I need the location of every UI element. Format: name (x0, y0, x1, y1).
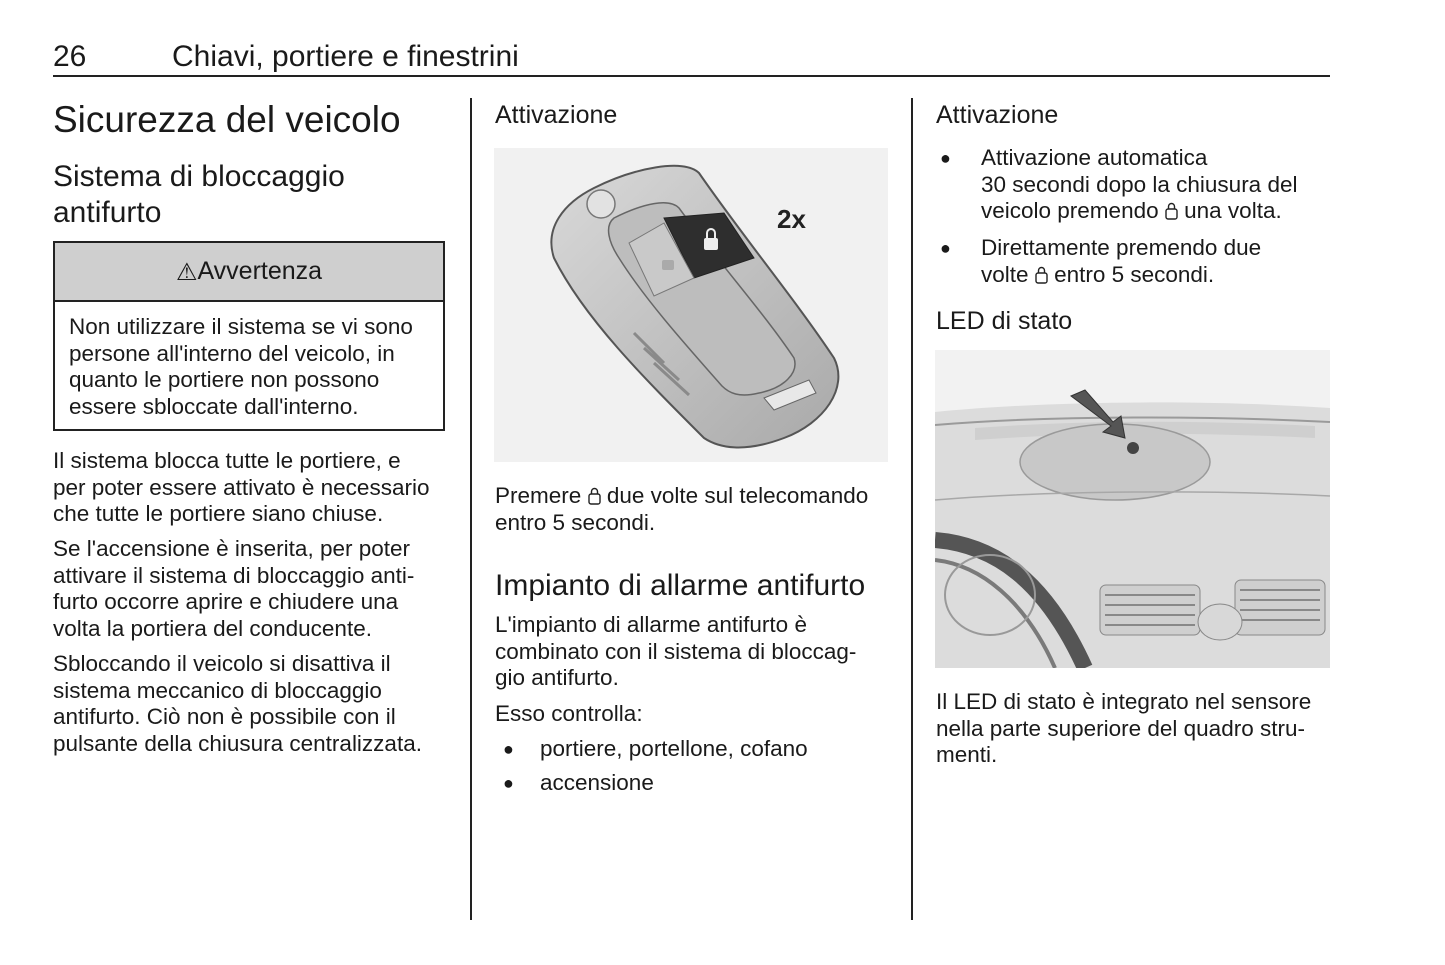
text-part: una volta. (1184, 198, 1282, 224)
lock-icon (1035, 266, 1048, 284)
text-line: combinato con il sistema di bloccag‐ (495, 638, 857, 664)
caption-text: Premere (495, 483, 582, 508)
text-line: per poter essere attivato è necessario (53, 474, 430, 500)
warning-line: Non utilizzare il sistema se vi sono (69, 314, 413, 339)
header-divider (53, 75, 1330, 77)
text-line: attivare il sistema di bloccaggio anti‐ (53, 562, 415, 588)
text-line (981, 262, 1261, 289)
key-fob-illustration (494, 148, 888, 462)
subsection-title-line2: antifurto (53, 196, 162, 229)
key-fob-drawing (494, 148, 888, 462)
list-item (503, 770, 883, 797)
list-item (940, 235, 1330, 289)
section-title: Sicurezza del veicolo (53, 99, 401, 140)
bullet-icon: ● (503, 739, 514, 759)
text-line: Il LED di stato è integrato nel sensore (936, 689, 1312, 714)
warning-box (53, 241, 445, 431)
paragraph-3 (53, 651, 422, 757)
text-line: pulsante della chiusura centralizzata. (53, 730, 422, 756)
text-line: menti. (936, 742, 998, 768)
paragraph-2 (53, 536, 414, 642)
text-line: furto occorre aprire e chiudere una (53, 589, 399, 615)
press-count-label: 2x (777, 204, 806, 234)
led-paragraph (936, 689, 1311, 769)
text-line: Il sistema blocca tutte le portiere, e (53, 448, 401, 473)
activation-caption (495, 483, 868, 536)
list-item (940, 145, 1330, 226)
text-line: L'impianto di allarme antifurto è (495, 612, 807, 637)
led-heading: LED di stato (936, 307, 1073, 335)
list-item-text: portiere, portellone, cofano (540, 736, 808, 761)
bullet-icon: ● (940, 238, 951, 258)
text-line: 30 secondi dopo la chiusura del (981, 171, 1298, 197)
warning-text (55, 302, 443, 432)
column-divider-2 (911, 98, 913, 920)
text-line: sistema meccanico di bloccaggio (53, 677, 382, 703)
text-line: volta la portiera del conducente. (53, 615, 372, 641)
list-item-text (981, 145, 1297, 225)
lock-icon (588, 487, 601, 505)
warning-icon: ⚠ (175, 257, 198, 286)
list-item (503, 736, 883, 763)
paragraph-1 (53, 448, 429, 528)
text-line: Attivazione automatica (981, 145, 1208, 170)
text-line (981, 198, 1297, 225)
alarm-paragraph (495, 612, 856, 692)
text-part: volte (981, 261, 1029, 287)
list-item-text (981, 235, 1261, 288)
dashboard-illustration (935, 350, 1330, 668)
page-number: 26 (53, 40, 87, 73)
text-part: entro 5 secondi. (1054, 261, 1215, 287)
text-line: Direttamente premendo due (981, 235, 1262, 260)
alarm-title: Impianto di allarme antifurto (495, 569, 866, 602)
bullet-icon: ● (940, 148, 951, 168)
caption-line-1 (495, 483, 868, 510)
warning-line: persone all'interno del veicolo, in (69, 340, 395, 366)
caption-text: due volte sul telecomando (606, 483, 869, 508)
warning-line: essere sbloccate dall'interno. (69, 393, 359, 419)
chapter-title: Chiavi, portiere e finestrini (172, 40, 519, 73)
activation-heading-2: Attivazione (936, 101, 1059, 129)
text-line: Sbloccando il veicolo si disattiva il (53, 651, 391, 676)
list-item-text: accensione (540, 770, 654, 795)
text-line: antifurto. Ciò non è possibile con il (53, 704, 396, 730)
column-divider-1 (470, 98, 472, 920)
subsection-title-line1: Sistema di bloccaggio (53, 160, 345, 193)
warning-header (55, 243, 443, 302)
text-part: veicolo premendo (981, 198, 1159, 224)
bullet-icon: ● (503, 773, 514, 793)
text-line: Se l'accensione è inserita, per poter (53, 536, 411, 561)
caption-line-2: entro 5 secondi. (495, 509, 656, 535)
controls-intro: Esso controlla: (495, 701, 643, 726)
text-line: gio antifurto. (495, 665, 619, 691)
text-line: che tutte le portiere siano chiuse. (53, 501, 384, 527)
warning-heading: Avvertenza (197, 257, 323, 285)
lock-icon (1165, 202, 1178, 220)
warning-line: quanto le portiere non possono (69, 367, 380, 393)
dashboard-drawing (935, 350, 1330, 668)
text-line: nella parte superiore del quadro stru‐ (936, 715, 1305, 741)
activation-heading: Attivazione (495, 101, 618, 129)
